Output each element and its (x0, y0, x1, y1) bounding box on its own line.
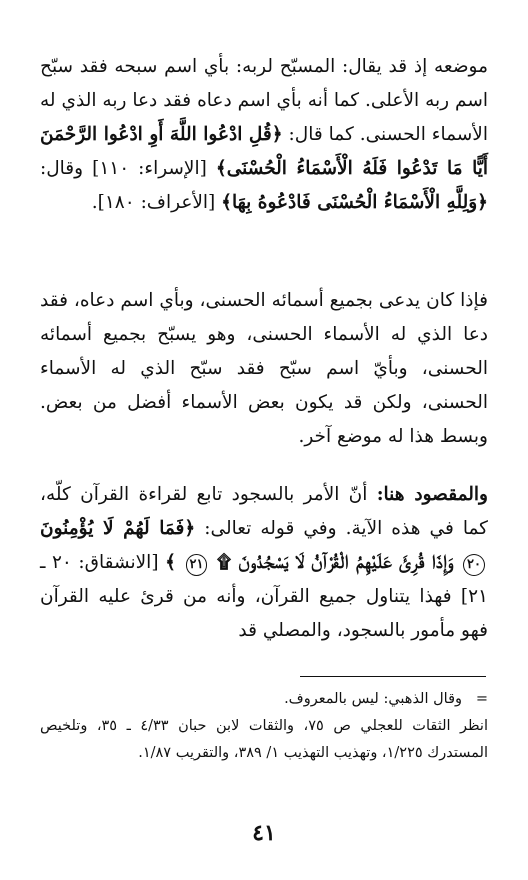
paragraph-3-text-b: [الانشقاق: ٢٠ ـ ٢١] فهذا يتناول جميع القرآن، وأنه من قرئ عليه القرآن فهو مأمور بالسجود، والمصلي قد (40, 552, 488, 641)
paragraph-1-text-c: [الأعراف: ١٨٠]. (91, 192, 216, 213)
paragraph-3 (40, 478, 488, 648)
paragraph-3-text-a: أنّ الأمر بالسجود تابع لقراءة القرآن كلّه، كما في هذه الآية. وفي قوله تعالى: (40, 484, 488, 539)
paragraph-2-text: فإذا كان يدعى بجميع أسمائه الحسنى، وبأي اسم دعاه، فقد دعا الذي له الأسماء الحسنى، وهو يسبّح بجميع أسمائه الحسنى، وبأيّ اسم سبّح فقد سبّح الذي له الأسماء الحسنى، ولكن قد يكون بعض الأسماء أفضل من بعض. وبسط هذا له موضع آخر. (40, 290, 488, 447)
quran-verse-araf: ﴿وَلِلَّهِ الْأَسْمَاءُ الْحُسْنَى فَادْعُوهُ بِهَا﴾ (221, 192, 488, 213)
footnotes (40, 686, 488, 767)
quran-closing-bracket: ﴾ (165, 552, 176, 573)
footnote-divider (300, 676, 486, 677)
quran-verse-isra: ﴿قُلِ ادْعُوا اللَّهَ أَوِ ادْعُوا الرَّحْمَنَ أَيًّا مَا تَدْعُوا فَلَهُ الْأَسْمَاءُ الْحُسْنَى﴾ (40, 124, 488, 179)
paragraph-2 (40, 284, 488, 454)
paragraph-1-text-b: [الإسراء: ١١٠] وقال: (40, 158, 207, 179)
footnote-line-1-text: وقال الذهبي: ليس بالمعروف. (284, 691, 462, 707)
verse-number-marker: ٢٠ (463, 554, 485, 576)
footnote-continuation-marker: = (475, 691, 488, 707)
paragraph-1 (40, 50, 488, 220)
paragraph-1-text-a: موضعه إذ قد يقال: المسبّح لربه: بأي اسم سبحه فقد سبّح اسم ربه الأعلى. كما أنه بأي اسم دعاه فقد دعا ربه الذي له الأسماء الحسنى. كما قال: (40, 56, 489, 145)
footnote-line-2: انظر الثقات للعجلي ص ٧٥، والثقات لابن حبان ٤/٣٣ ـ ٣٥، وتلخيص المستدرك ١/٢٢٥، وتهذيب التهذيب ١/ ٣٨٩، والتقريب ١/٨٧. (40, 718, 488, 761)
footnote-line-1 (40, 686, 488, 713)
paragraph-3-lead: والمقصود هنا: (376, 484, 488, 505)
quran-verse-inshiqaq-b: وَإِذَا قُرِئَ عَلَيْهِمُ الْقُرْآنُ لَا يَسْجُدُونَ ۩ (217, 552, 454, 573)
page-number: ٤١ (252, 820, 276, 846)
quran-verse-inshiqaq-a: ﴿فَمَا لَهُمْ لَا يُؤْمِنُونَ (40, 518, 196, 539)
verse-number-marker: ٢١ (186, 554, 208, 576)
